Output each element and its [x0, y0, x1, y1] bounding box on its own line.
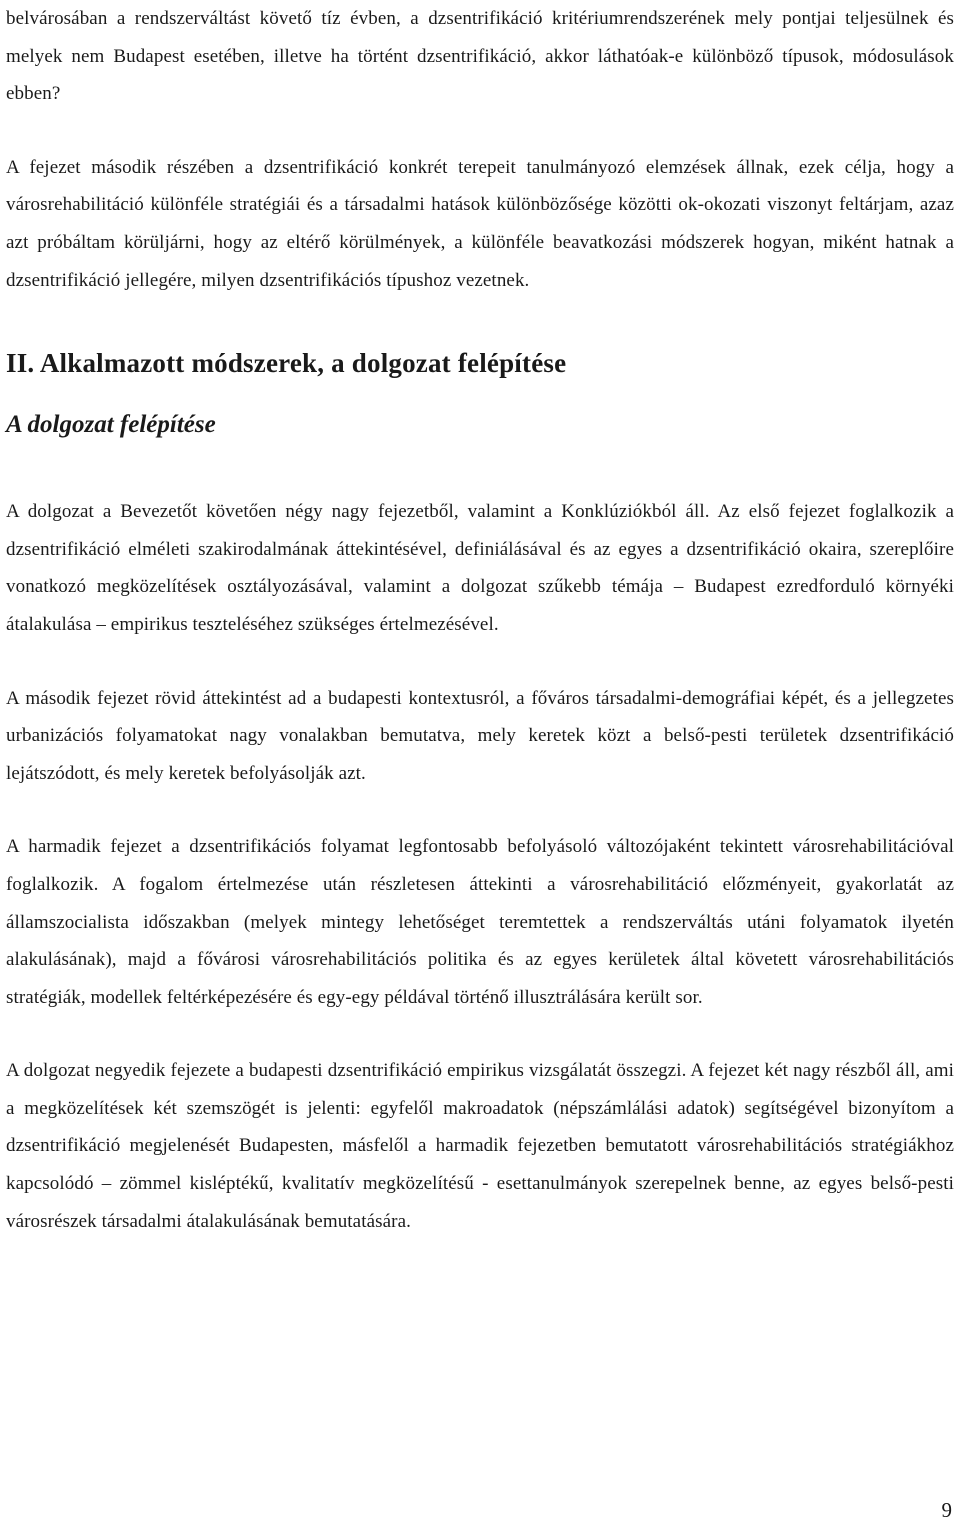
- document-page: [6, 0, 954, 1240]
- subsection-heading: A dolgozat felépítése: [6, 411, 216, 439]
- body-paragraph: A harmadik fejezet a dzsentrifikációs folyamat legfontosabb befolyásoló változójaként tekintett városrehabilitációval foglalkozik. A fogalom értelmezése után részletesen áttekinti a városrehabilitáció előzményeit, gyakorlatát az államszocialista időszakban (melyek mintegy lehetőséget teremtettek a rendszerváltás utáni folyamatok ilyetén alakulásának), majd a fővárosi városrehabilitációs politika és az egyes kerületek által követett városrehabilitációs stratégiák, modellek feltérképezésére és egy-egy példával történő illusztrálására került sor.: [6, 836, 954, 1008]
- page-number: 9: [941, 1498, 952, 1522]
- body-paragraph: A második fejezet rövid áttekintést ad a budapesti kontextusról, a főváros társadalmi-demográfiai képét, és a jellegzetes urbanizációs folyamatokat nagy vonalakban bemutatva, mely keretek közt a belső-pesti területek dzsentrifikáció lejátszódott, és mely keretek befolyásolják azt.: [6, 687, 954, 784]
- body-paragraph: A fejezet második részében a dzsentrifikáció konkrét terepeit tanulmányozó elemzések állnak, ezek célja, hogy a városrehabilitáció különféle stratégiái és a társadalmi hatások különbözősége közötti ok-okozati viszonyt feltárjam, azaz azt próbáltam körüljárni, hogy az eltérő körülmények, a különféle beavatkozási módszerek hogyan, miként hatnak a dzsentrifikáció jellegére, milyen dzsentrifikációs típushoz vezetnek.: [6, 156, 954, 291]
- section-heading: II. Alkalmazott módszerek, a dolgozat felépítése: [6, 348, 567, 379]
- body-paragraph: A dolgozat negyedik fejezete a budapesti dzsentrifikáció empirikus vizsgálatát összegzi. A fejezet két nagy részből áll, ami a megközelítések két szemszögét is jelenti: egyfelől makroadatok (népszámlálási adatok) segítségével bizonyítom a dzsentrifikáció megjelenését Budapesten, másfelől a harmadik fejezetben bemutatott városrehabilitációs stratégiákhoz kapcsolódó – zömmel kisléptékű, kvalitatív megközelítésű - esettanulmányok szerepelnek benne, az egyes belső-pesti városrészek társadalmi átalakulásának bemutatására.: [6, 1060, 954, 1232]
- body-paragraph: A dolgozat a Bevezetőt követően négy nagy fejezetből, valamint a Konklúziókból áll. Az első fejezet foglalkozik a dzsentrifikáció elméleti szakirodalmának áttekintésével, definiálásával és az egyes a dzsentrifikáció okaira, szereplőire vonatkozó megközelítések osztályozásával, valamint a dolgozat szűkebb témája – Budapest ezredforduló környéki átalakulása – empirikus teszteléséhez szükséges értelmezésével.: [6, 501, 954, 635]
- body-paragraph: belvárosában a rendszerváltást követő tíz évben, a dzsentrifikáció kritériumrendszerének mely pontjai teljesülnek és melyek nem Budapest esetében, illetve ha történt dzsentrifikáció, akkor láthatóak-e különböző típusok, módosulások ebben?: [6, 8, 954, 105]
